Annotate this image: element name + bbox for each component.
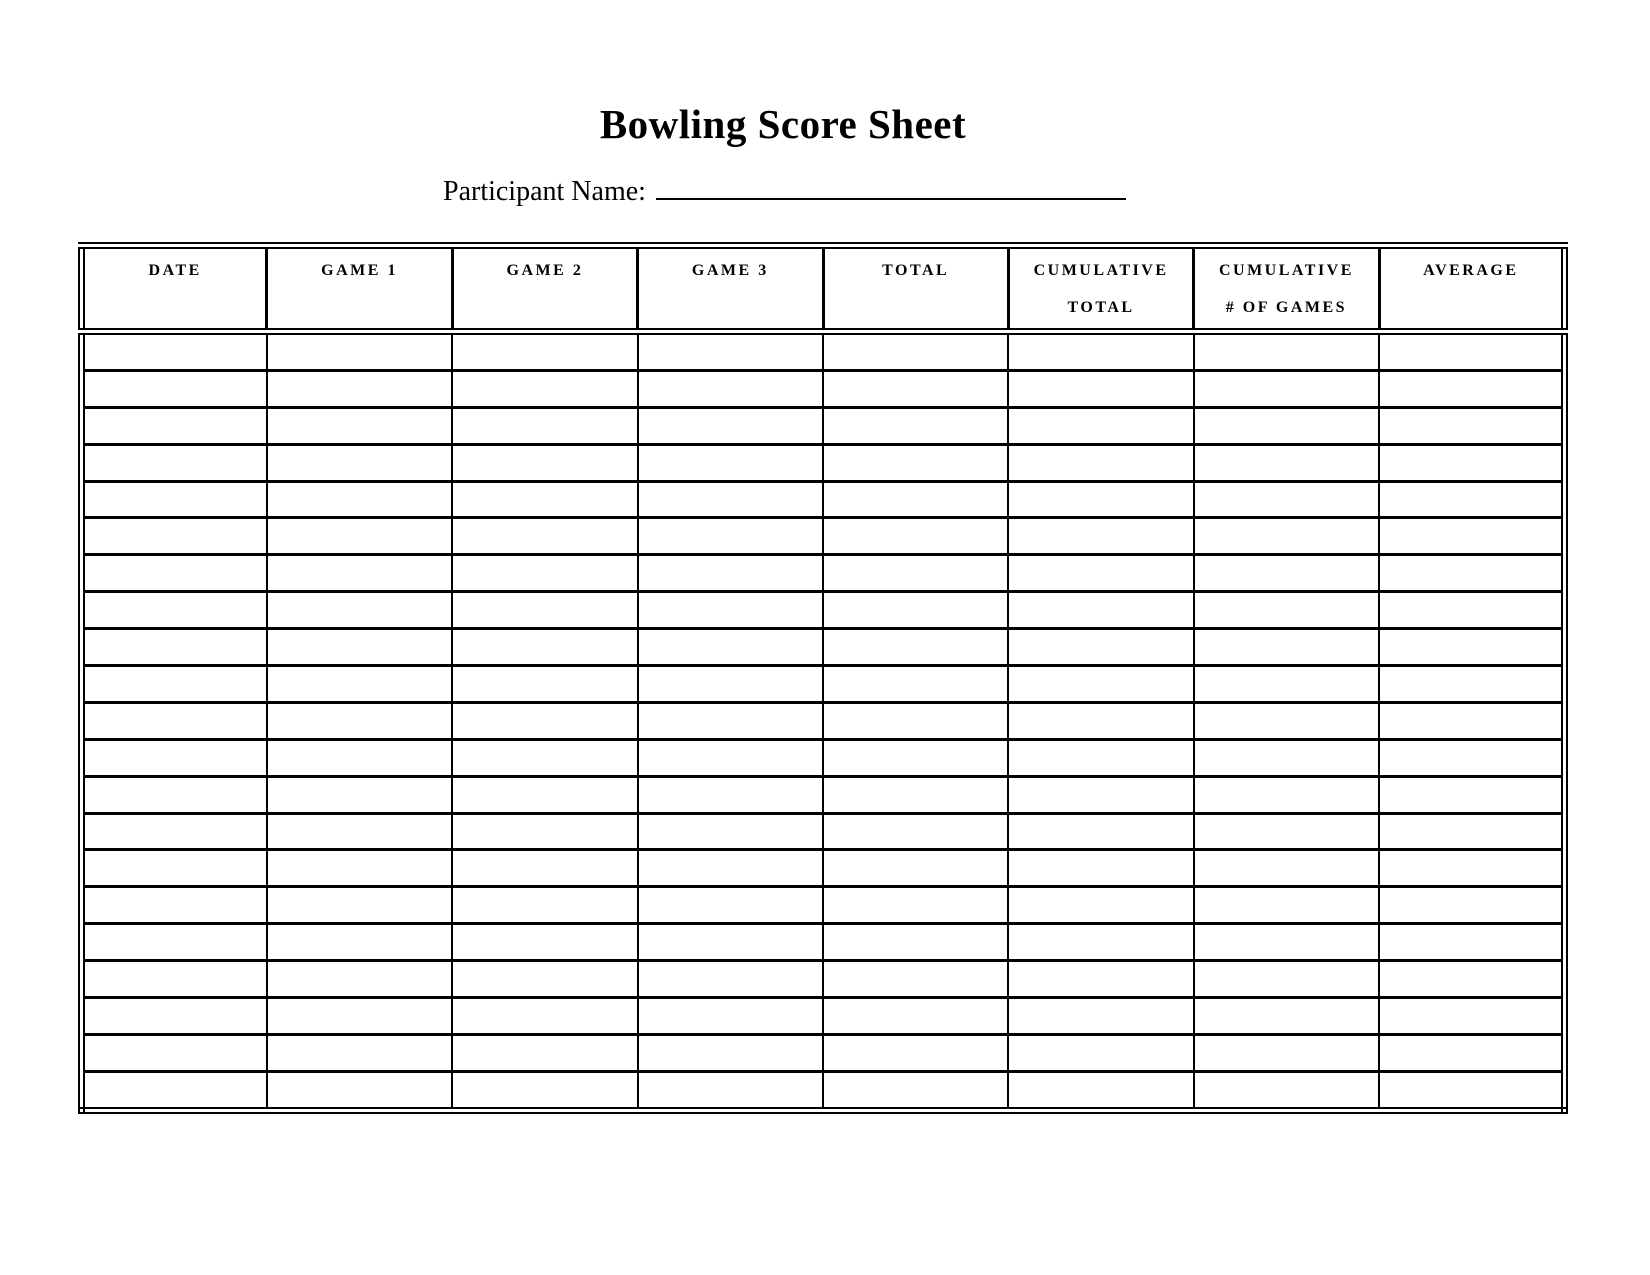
cell-cumulative-total [1008, 407, 1193, 444]
cell-game-2 [452, 1034, 637, 1071]
cell-cumulative-games [1194, 850, 1379, 887]
participant-name-label: Participant Name: [443, 176, 646, 207]
cell-total [823, 629, 1008, 666]
cell-game-3 [638, 444, 823, 481]
cell-total [823, 592, 1008, 629]
cell-date [82, 332, 267, 371]
cell-average [1379, 666, 1564, 703]
cell-game-3 [638, 332, 823, 371]
cell-date [82, 592, 267, 629]
cell-average [1379, 850, 1564, 887]
cell-cumulative-total [1008, 887, 1193, 924]
cell-game-2 [452, 887, 637, 924]
cell-cumulative-total [1008, 332, 1193, 371]
cell-cumulative-games [1194, 666, 1379, 703]
cell-average [1379, 924, 1564, 961]
cell-game-1 [267, 666, 452, 703]
cell-cumulative-total [1008, 924, 1193, 961]
cell-average [1379, 702, 1564, 739]
cell-date [82, 887, 267, 924]
cell-game-1 [267, 776, 452, 813]
score-table-header [82, 246, 1565, 332]
cell-game-3 [638, 407, 823, 444]
cell-cumulative-total [1008, 702, 1193, 739]
cell-game-3 [638, 592, 823, 629]
cell-average [1379, 1034, 1564, 1071]
cell-cumulative-games [1194, 407, 1379, 444]
score-row [82, 739, 1565, 776]
cell-cumulative-total [1008, 1034, 1193, 1071]
column-header-game-3 [638, 246, 823, 332]
column-header-cumulative-games [1194, 246, 1379, 332]
cell-game-1 [267, 1034, 452, 1071]
cell-game-3 [638, 776, 823, 813]
cell-average [1379, 481, 1564, 518]
cell-game-2 [452, 961, 637, 998]
cell-total [823, 850, 1008, 887]
cell-average [1379, 813, 1564, 850]
cell-game-2 [452, 776, 637, 813]
cell-cumulative-games [1194, 1071, 1379, 1110]
column-header-game-1 [267, 246, 452, 332]
cell-cumulative-games [1194, 924, 1379, 961]
cell-cumulative-games [1194, 629, 1379, 666]
page-title: Bowling Score Sheet [599, 101, 967, 147]
cell-game-3 [638, 924, 823, 961]
cell-game-3 [638, 629, 823, 666]
cell-total [823, 961, 1008, 998]
score-row [82, 924, 1565, 961]
column-header-cumulative-games-line: # OF GAMES [1225, 299, 1348, 316]
cell-total [823, 332, 1008, 371]
cell-total [823, 666, 1008, 703]
participant-name-row [443, 170, 1126, 208]
cell-total [823, 776, 1008, 813]
cell-game-1 [267, 961, 452, 998]
cell-game-2 [452, 370, 637, 407]
cell-game-3 [638, 518, 823, 555]
cell-average [1379, 887, 1564, 924]
cell-average [1379, 370, 1564, 407]
cell-game-3 [638, 702, 823, 739]
score-row [82, 666, 1565, 703]
cell-date [82, 370, 267, 407]
cell-game-3 [638, 850, 823, 887]
cell-average [1379, 998, 1564, 1035]
cell-date [82, 444, 267, 481]
cell-game-3 [638, 370, 823, 407]
cell-game-1 [267, 850, 452, 887]
cell-game-2 [452, 592, 637, 629]
score-row [82, 518, 1565, 555]
cell-game-3 [638, 1034, 823, 1071]
cell-game-1 [267, 813, 452, 850]
cell-total [823, 998, 1008, 1035]
score-row [82, 776, 1565, 813]
participant-name-blank [656, 170, 1126, 200]
cell-game-3 [638, 887, 823, 924]
column-header-game-2-line: GAME 2 [506, 262, 584, 279]
score-row [82, 370, 1565, 407]
score-row [82, 555, 1565, 592]
score-row [82, 702, 1565, 739]
column-header-date [82, 246, 267, 332]
cell-cumulative-games [1194, 481, 1379, 518]
cell-cumulative-games [1194, 1034, 1379, 1071]
cell-average [1379, 629, 1564, 666]
cell-average [1379, 1071, 1564, 1110]
score-row [82, 998, 1565, 1035]
cell-total [823, 702, 1008, 739]
cell-total [823, 481, 1008, 518]
cell-game-1 [267, 444, 452, 481]
cell-average [1379, 332, 1564, 371]
cell-average [1379, 555, 1564, 592]
cell-game-1 [267, 739, 452, 776]
cell-game-3 [638, 555, 823, 592]
cell-date [82, 481, 267, 518]
cell-cumulative-total [1008, 481, 1193, 518]
cell-game-2 [452, 924, 637, 961]
cell-cumulative-total [1008, 444, 1193, 481]
score-row [82, 887, 1565, 924]
cell-average [1379, 776, 1564, 813]
cell-game-2 [452, 444, 637, 481]
cell-cumulative-total [1008, 370, 1193, 407]
column-header-cumulative-total [1008, 246, 1193, 332]
header-row [82, 246, 1565, 332]
cell-cumulative-total [1008, 555, 1193, 592]
cell-cumulative-total [1008, 961, 1193, 998]
cell-cumulative-games [1194, 776, 1379, 813]
cell-cumulative-games [1194, 887, 1379, 924]
cell-game-3 [638, 961, 823, 998]
column-header-game-3-line: GAME 3 [691, 262, 769, 279]
column-header-game-1-line: GAME 1 [321, 262, 398, 279]
cell-cumulative-games [1194, 702, 1379, 739]
cell-total [823, 407, 1008, 444]
cell-cumulative-total [1008, 629, 1193, 666]
cell-game-2 [452, 702, 637, 739]
cell-game-1 [267, 924, 452, 961]
cell-cumulative-games [1194, 332, 1379, 371]
cell-date [82, 850, 267, 887]
cell-game-2 [452, 1071, 637, 1110]
cell-total [823, 518, 1008, 555]
cell-cumulative-total [1008, 998, 1193, 1035]
column-header-cumulative-total-line: CUMULATIVE [1033, 262, 1169, 279]
cell-date [82, 776, 267, 813]
cell-game-1 [267, 370, 452, 407]
cell-cumulative-total [1008, 813, 1193, 850]
cell-game-2 [452, 407, 637, 444]
cell-date [82, 1071, 267, 1110]
cell-game-3 [638, 481, 823, 518]
cell-game-3 [638, 813, 823, 850]
cell-game-2 [452, 813, 637, 850]
cell-cumulative-games [1194, 813, 1379, 850]
score-row [82, 407, 1565, 444]
cell-game-2 [452, 481, 637, 518]
cell-cumulative-total [1008, 850, 1193, 887]
cell-average [1379, 739, 1564, 776]
column-header-average-line: AVERAGE [1423, 262, 1519, 279]
cell-date [82, 961, 267, 998]
cell-total [823, 1034, 1008, 1071]
cell-cumulative-total [1008, 666, 1193, 703]
score-row [82, 481, 1565, 518]
cell-game-1 [267, 407, 452, 444]
cell-date [82, 813, 267, 850]
cell-game-1 [267, 481, 452, 518]
cell-cumulative-games [1194, 739, 1379, 776]
cell-date [82, 1034, 267, 1071]
cell-game-2 [452, 518, 637, 555]
cell-game-1 [267, 629, 452, 666]
score-row [82, 444, 1565, 481]
cell-date [82, 924, 267, 961]
cell-cumulative-total [1008, 776, 1193, 813]
cell-total [823, 739, 1008, 776]
cell-date [82, 702, 267, 739]
score-row [82, 332, 1565, 371]
cell-date [82, 555, 267, 592]
cell-total [823, 1071, 1008, 1110]
cell-total [823, 887, 1008, 924]
cell-average [1379, 444, 1564, 481]
cell-date [82, 998, 267, 1035]
column-header-total-line: TOTAL [882, 262, 950, 279]
cell-game-1 [267, 518, 452, 555]
cell-cumulative-total [1008, 1071, 1193, 1110]
cell-game-2 [452, 629, 637, 666]
cell-average [1379, 961, 1564, 998]
cell-total [823, 444, 1008, 481]
cell-game-1 [267, 998, 452, 1035]
cell-cumulative-total [1008, 739, 1193, 776]
cell-cumulative-games [1194, 592, 1379, 629]
score-row [82, 961, 1565, 998]
cell-date [82, 407, 267, 444]
cell-cumulative-games [1194, 370, 1379, 407]
cell-cumulative-games [1194, 444, 1379, 481]
cell-cumulative-games [1194, 998, 1379, 1035]
cell-cumulative-total [1008, 592, 1193, 629]
score-row [82, 1034, 1565, 1071]
cell-game-2 [452, 666, 637, 703]
cell-game-1 [267, 702, 452, 739]
column-header-game-2 [452, 246, 637, 332]
score-table-body [82, 332, 1565, 1111]
score-table [78, 242, 1568, 1114]
cell-cumulative-total [1008, 518, 1193, 555]
score-row [82, 629, 1565, 666]
cell-date [82, 518, 267, 555]
cell-average [1379, 518, 1564, 555]
cell-total [823, 813, 1008, 850]
cell-date [82, 739, 267, 776]
cell-game-2 [452, 850, 637, 887]
cell-average [1379, 407, 1564, 444]
cell-game-2 [452, 332, 637, 371]
cell-game-3 [638, 1071, 823, 1110]
cell-total [823, 370, 1008, 407]
cell-game-2 [452, 739, 637, 776]
cell-game-3 [638, 739, 823, 776]
column-header-date-line: DATE [148, 262, 202, 279]
column-header-average [1379, 246, 1564, 332]
cell-game-1 [267, 1071, 452, 1110]
cell-game-1 [267, 555, 452, 592]
cell-total [823, 555, 1008, 592]
cell-game-2 [452, 998, 637, 1035]
cell-cumulative-games [1194, 518, 1379, 555]
column-header-total [823, 246, 1008, 332]
cell-game-3 [638, 666, 823, 703]
cell-game-1 [267, 887, 452, 924]
cell-date [82, 666, 267, 703]
score-row [82, 1071, 1565, 1110]
cell-cumulative-games [1194, 555, 1379, 592]
column-header-cumulative-games-line: CUMULATIVE [1218, 262, 1354, 279]
score-row [82, 592, 1565, 629]
score-row [82, 813, 1565, 850]
cell-game-1 [267, 332, 452, 371]
cell-game-1 [267, 592, 452, 629]
cell-game-2 [452, 555, 637, 592]
cell-game-3 [638, 998, 823, 1035]
column-header-cumulative-total-line: TOTAL [1067, 299, 1135, 316]
cell-date [82, 629, 267, 666]
cell-total [823, 924, 1008, 961]
score-row [82, 850, 1565, 887]
cell-cumulative-games [1194, 961, 1379, 998]
cell-average [1379, 592, 1564, 629]
